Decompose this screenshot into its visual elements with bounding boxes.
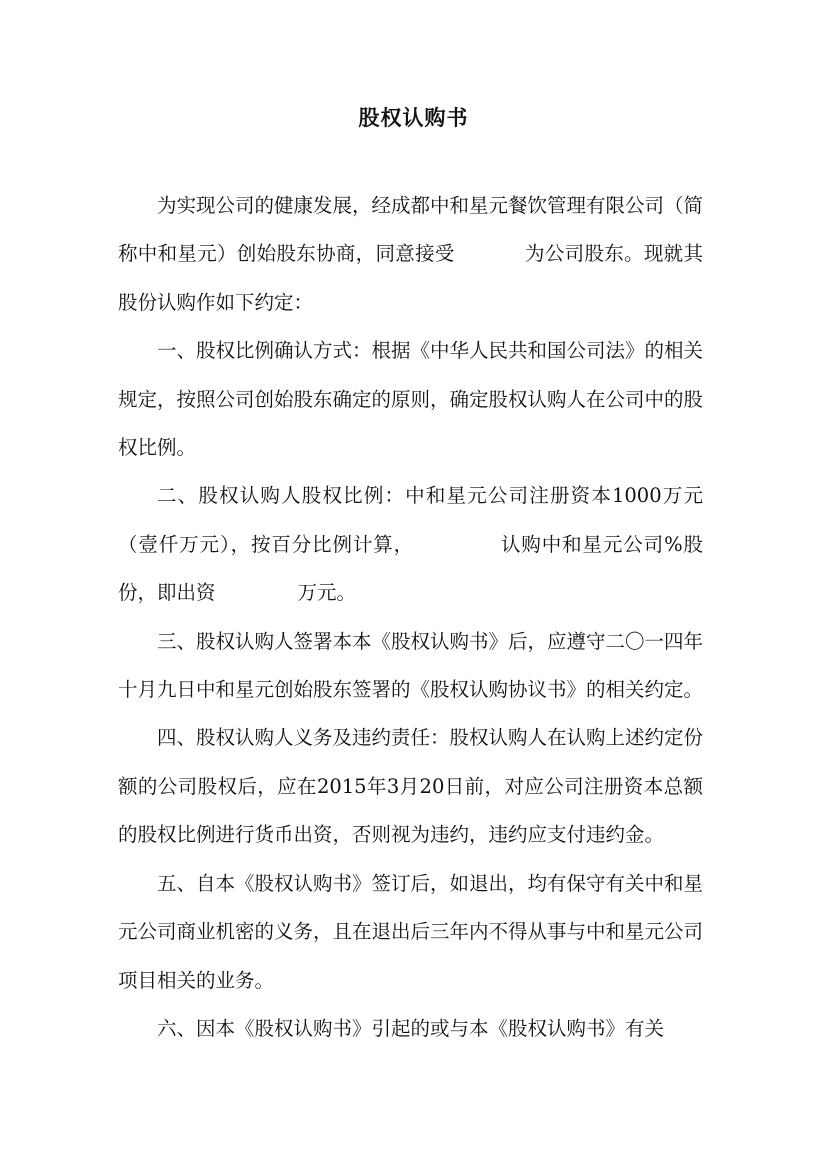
document-body — [118, 182, 703, 1053]
paragraph-intro — [118, 182, 703, 327]
paragraph-clause-6: 六、因本《股权认购书》引起的或与本《股权认购书》有关 — [157, 1016, 665, 1040]
paragraph-clause-1: 一、股权比例确认方式：根据《中华人民共和国公司法》的相关规定，按照公司创始股东确定的原则，确定股权认购人在公司中的股权比例。 — [118, 339, 704, 460]
clause-2-text-part-3: %股份，即出资 — [118, 532, 703, 605]
document-title: 股权认购书 — [358, 105, 469, 130]
paragraph-clause-4: 四、股权认购人义务及违约责任：股权认购人在认购上述约定份额的公司股权后，应在2015年3月20日前，对应公司注册资本总额的股权比例进行货币出资，否则视为违约，违约应支付违约金。 — [118, 726, 704, 847]
intro-text-part-2: 为公司股东。现就其股份认购作如下约定： — [118, 242, 703, 314]
paragraph-clause-2 — [118, 472, 703, 617]
intro-text-part-1: 为实现公司的健康发展，经成都中和星元餐饮管理有限公司（简称中和星元）创始股东协商，同意接受 — [118, 194, 704, 266]
paragraph-clause-3: 三、股权认购人签署本本《股权认购书》后，应遵守二〇一四年十月九日中和星元创始股东签署的《股权认购协议书》的相关约定。 — [118, 629, 704, 702]
clause-2-text-part-4: 万元。 — [297, 581, 357, 605]
paragraph-clause-5: 五、自本《股权认购书》签订后，如退出，均有保守有关中和星元公司商业机密的义务，且在退出后三年内不得从事与中和星元公司项目相关的业务。 — [118, 871, 704, 992]
clause-2-text-part-1: 二、股权认购人股权比例：中和星元公司注册资本1000万元（壹仟万元），按百分比例计算， — [118, 484, 703, 556]
clause-2-text-part-2: 认购中和星元公司 — [500, 532, 665, 556]
